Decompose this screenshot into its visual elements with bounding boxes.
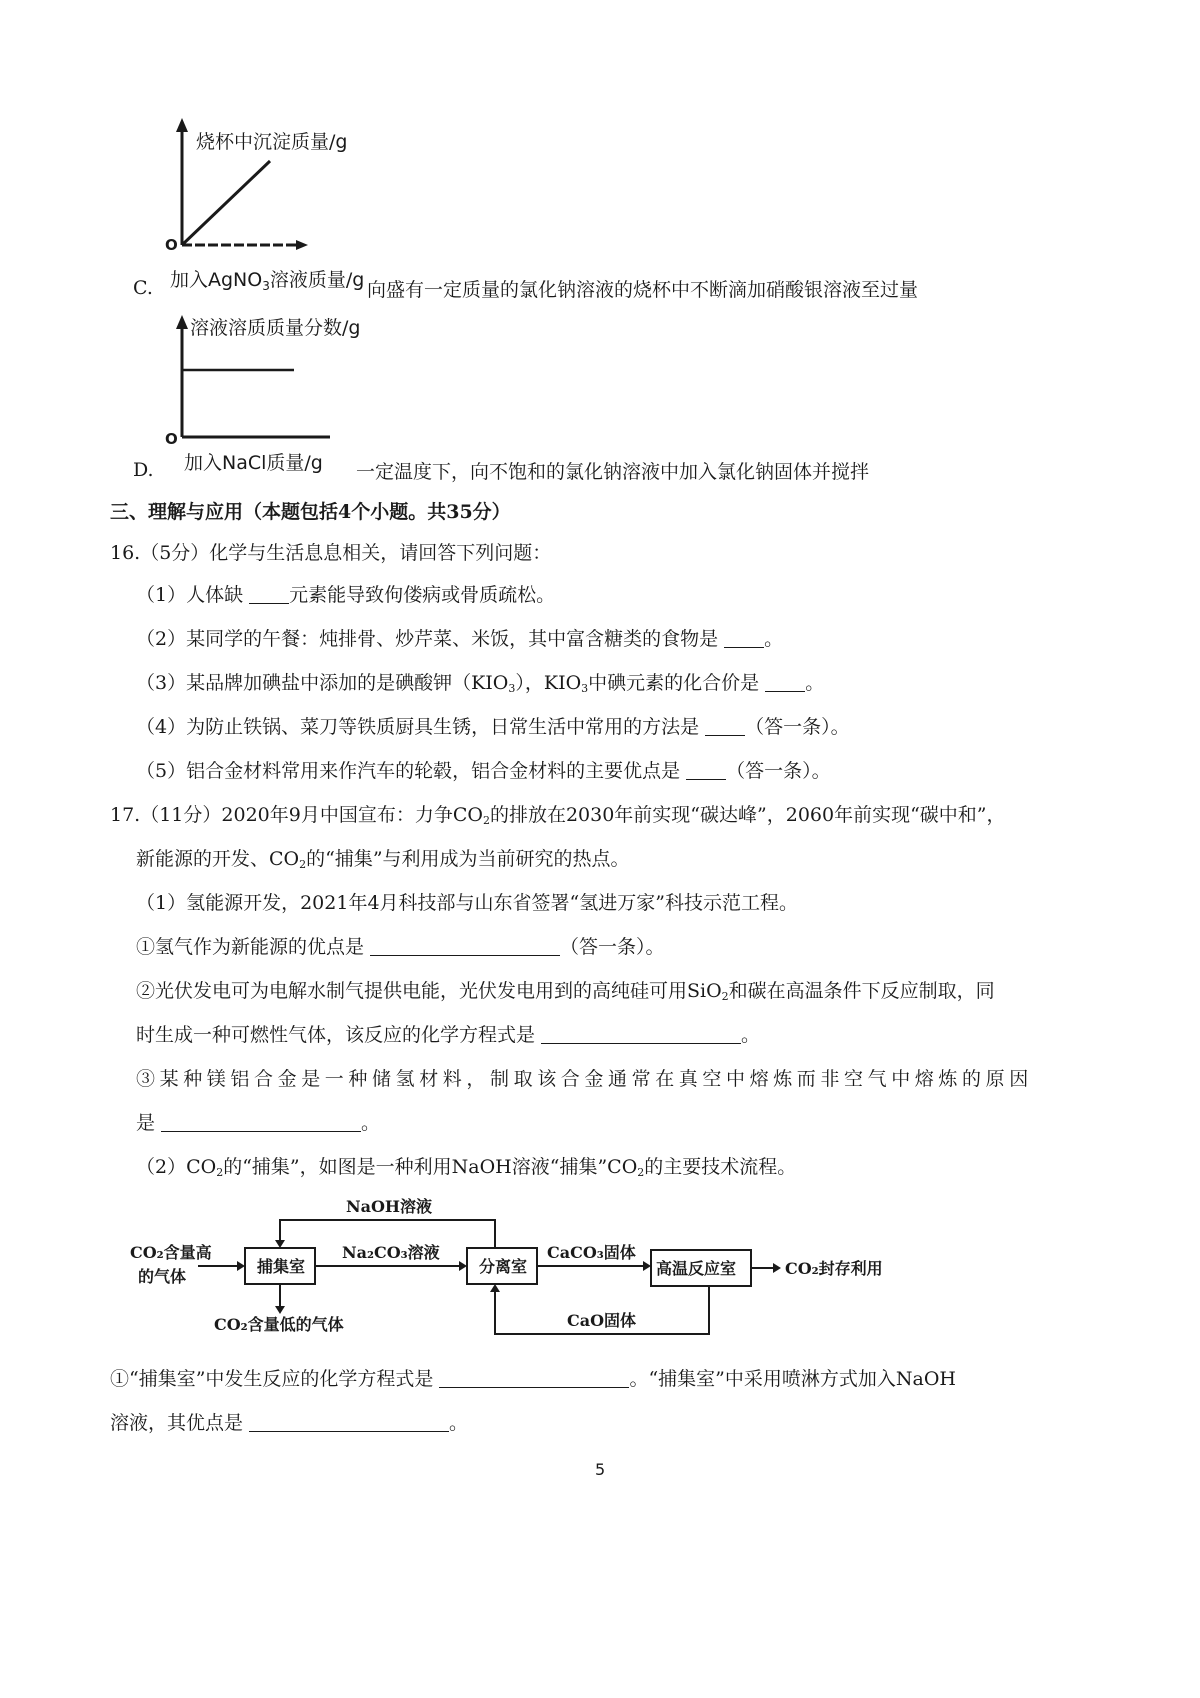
- flow-reactor-room: 高温反应室: [656, 1259, 737, 1278]
- chart-c-origin: O: [165, 236, 178, 254]
- flow-na2co3-solution: Na₂CO₃溶液: [342, 1243, 440, 1262]
- q16-stem: 16.（5分）化学与生活息息相关，请回答下列问题：: [110, 542, 552, 564]
- q17-part1: （1）氢能源开发，2021年4月科技部与山东省签署“氢进万家”科技示范工程。: [136, 892, 798, 914]
- q17-d1-line1: ①“捕集室”中发生反应的化学方程式是 。“捕集室”中采用喷淋方式加入NaOH: [110, 1368, 956, 1390]
- flow-caco3-solid: CaCO₃固体: [547, 1243, 636, 1262]
- q16-part3: （3）某品牌加碘盐中添加的是碘酸钾$(KIO_3)$，$KIO_3$中碘元素的化合价是 。: [136, 672, 825, 695]
- answer-blank[interactable]: [249, 1431, 449, 1432]
- flow-input-line2: 的气体: [138, 1267, 187, 1286]
- q17-part2: $(2)CO_2$的“捕集”，如图是一种利用NaOH溶液“捕集$”CO_2$的主要技术流程。: [136, 1156, 797, 1179]
- flow-co2-storage: CO₂封存利用: [785, 1259, 883, 1278]
- q17-c1: ①氢气作为新能源的优点是 （答一条）。: [136, 936, 665, 958]
- chart-d-origin: O: [165, 430, 178, 448]
- reactor-room-box: [651, 1250, 751, 1286]
- answer-blank[interactable]: [161, 1131, 361, 1132]
- section-heading: 三、理解与应用（本题包括4个小题。共35分）: [110, 501, 511, 523]
- q17-c3-line2: 是 。: [136, 1112, 381, 1134]
- q16-part5: （5）铝合金材料常用来作汽车的轮毂，铝合金材料的主要优点是 （答一条）。: [136, 760, 831, 782]
- chart-d-axes: [176, 315, 330, 437]
- flow-low-co2-gas: CO₂含量低的气体: [214, 1315, 344, 1334]
- answer-blank[interactable]: [705, 735, 745, 736]
- answer-blank[interactable]: [541, 1043, 741, 1044]
- q16-part1: （1）人体缺 元素能导致佝偻病或骨质疏松。: [136, 584, 556, 606]
- chart-d-xlabel: 加入NaCl质量/g: [184, 452, 323, 474]
- q16-part4: （4）为防止铁锅、菜刀等铁质厨具生锈，日常生活中常用的方法是 （答一条）。: [136, 716, 850, 738]
- separation-room-box: [467, 1248, 537, 1284]
- flow-naoh-solution: NaOH溶液: [346, 1197, 433, 1216]
- chart-d-ylabel: 溶液溶质质量分数/g: [190, 317, 361, 339]
- q17-stem-line2: 新能源的开发、$CO_2$的“捕集”与利用成为当前研究的热点。: [136, 848, 630, 871]
- chart-c-data-line: [182, 161, 270, 245]
- option-d-description: 一定温度下，向不饱和的氯化钠溶液中加入氯化钠固体并搅拌: [356, 461, 870, 483]
- answer-blank[interactable]: [765, 691, 805, 692]
- q17-d1-line2: 溶液，其优点是 。: [110, 1412, 469, 1434]
- answer-blank[interactable]: [686, 779, 726, 780]
- flow-separation-room: 分离室: [479, 1257, 528, 1276]
- chart-c-axes: [176, 118, 308, 250]
- q17-c2-line1: ②光伏发电可为电解水制气提供电能，光伏发电用到的高纯硅可用SiO$_2$和碳在高温条件下反应制取，同: [136, 980, 995, 1003]
- q17-stem-line1: 17.（11分）2020年9月中国宣布：力争$CO_2$的排放在2030年前实现“碳达峰”，2060年前实现“碳中和”，: [110, 804, 1006, 827]
- chart-c-xlabel: 加入AgNO$_3$溶液质量/g: [170, 269, 365, 293]
- chart-c-ylabel: 烧杯中沉淀质量/g: [196, 131, 348, 153]
- option-c-letter: C.: [133, 277, 153, 299]
- capture-room-box: [245, 1248, 315, 1284]
- flow-input-line1: CO₂含量高: [130, 1243, 212, 1262]
- page-number: 5: [595, 1460, 606, 1479]
- q17-c3-line1: ③某种镁铝合金是一种储氢材料，制取该合金通常在真空中熔炼而非空气中熔炼的原因: [136, 1068, 1033, 1090]
- answer-blank[interactable]: [370, 955, 560, 956]
- option-c-description: 向盛有一定质量的氯化钠溶液的烧杯中不断滴加硝酸银溶液至过量: [367, 279, 919, 301]
- flow-cao-solid: CaO固体: [567, 1311, 637, 1330]
- option-d-letter: D.: [133, 459, 154, 481]
- answer-blank[interactable]: [249, 603, 289, 604]
- q16-part2: （2）某同学的午餐：炖排骨、炒芹菜、米饭，其中富含糖类的食物是 。: [136, 628, 784, 650]
- flow-capture-room: 捕集室: [257, 1257, 306, 1276]
- answer-blank[interactable]: [724, 647, 764, 648]
- q17-c2-line2: 时生成一种可燃性气体，该反应的化学方程式是 。: [136, 1024, 761, 1046]
- answer-blank[interactable]: [439, 1387, 629, 1388]
